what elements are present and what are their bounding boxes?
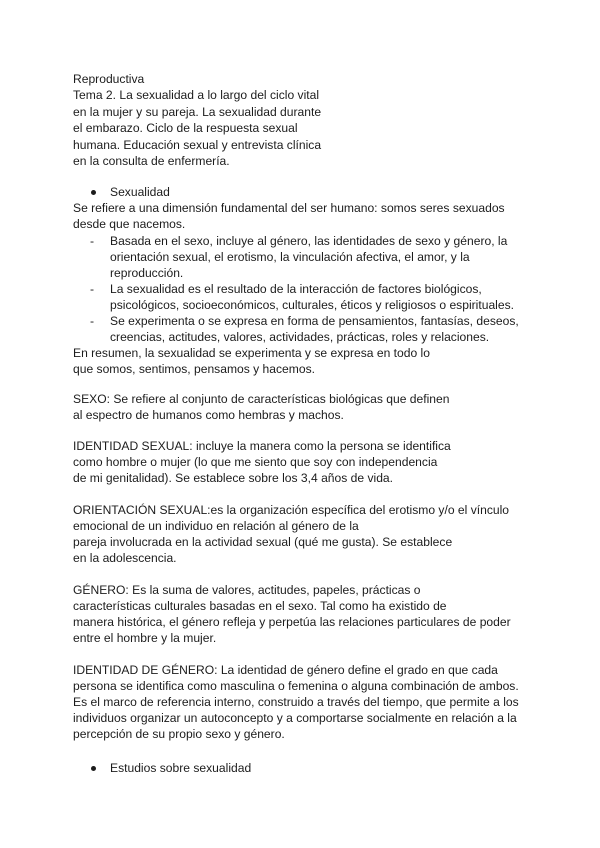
dash-marker: - (90, 314, 95, 328)
dash-item-line: psicológicos, socioeconómicos, culturales, éticos y religiosos o espirituales. (110, 298, 514, 312)
paragraph-line: SEXO: Se refiere al conjunto de características biológicas que definen (73, 392, 450, 406)
header-line: el embarazo. Ciclo de la respuesta sexual (73, 121, 298, 135)
summary-line: que somos, sentimos, pensamos y hacemos. (73, 362, 315, 376)
dash-item-line: reproducción. (110, 266, 184, 280)
dash-marker: - (90, 282, 95, 296)
header-line: Tema 2. La sexualidad a lo largo del ciclo vital (73, 88, 320, 102)
dash-marker: - (90, 234, 95, 248)
bullet-icon (91, 190, 96, 195)
bullet-label: Sexualidad (110, 185, 170, 199)
header-line: en la mujer y su pareja. La sexualidad durante (73, 105, 322, 119)
dash-item-line: La sexualidad es el resultado de la interacción de factores biológicos, (110, 282, 482, 296)
header-line: humana. Educación sexual y entrevista clínica (73, 138, 322, 152)
paragraph-line: emocional de un individuo en relación al género de la (73, 519, 359, 533)
paragraph-line: características culturales basadas en el sexo. Tal como ha existido de (73, 599, 447, 613)
paragraph-line: ORIENTACIÓN SEXUAL:es la organización específica del erotismo y/o el vínculo (73, 503, 510, 517)
paragraph-line: Es el marco de referencia interno, construido a través del tiempo, que permite a los (73, 695, 519, 709)
paragraph-line: GÉNERO: Es la suma de valores, actitudes, papeles, prácticas o (73, 583, 421, 597)
header-line: Reproductiva (73, 72, 145, 86)
header-line: en la consulta de enfermería. (73, 154, 230, 168)
paragraph-line: de mi genitalidad). Se establece sobre los 3,4 años de vida. (73, 471, 394, 485)
dash-item-line: orientación sexual, el erotismo, la vinculación afectiva, el amor, y la (110, 250, 470, 264)
paragraph-line: percepción de su propio sexo y género. (73, 727, 285, 741)
paragraph-line: pareja involucrada en la actividad sexual (qué me gusta). Se establece (73, 535, 453, 549)
intro-line: Se refiere a una dimensión fundamental del ser humano: somos seres sexuados (73, 201, 505, 215)
paragraph-line: manera histórica, el género refleja y perpetúa las relaciones particulares de poder (73, 615, 511, 629)
paragraph-line: IDENTIDAD DE GÉNERO: La identidad de género define el grado en que cada (73, 663, 498, 677)
summary-line: En resumen, la sexualidad se experimenta y se expresa en todo lo (73, 346, 430, 360)
bullet-icon (91, 766, 96, 771)
intro-line: desde que nacemos. (73, 217, 186, 231)
paragraph-line: individuos organizar un autoconcepto y a comportarse socialmente en relación a la (73, 711, 517, 725)
paragraph-line: entre el hombre y la mujer. (73, 631, 217, 645)
bullet-label: Estudios sobre sexualidad (110, 761, 252, 775)
paragraph-line: al espectro de humanos como hembras y machos. (73, 408, 344, 422)
dash-item-line: creencias, actitudes, valores, actividades, prácticas, roles y relaciones. (110, 330, 490, 344)
dash-item-line: Se experimenta o se expresa en forma de pensamientos, fantasías, deseos, (110, 314, 519, 328)
dash-item-line: Basada en el sexo, incluye al género, las identidades de sexo y género, la (110, 234, 508, 248)
paragraph-line: en la adolescencia. (73, 551, 177, 565)
paragraph-line: persona se identifica como masculina o femenina o alguna combinación de ambos. (73, 679, 519, 693)
paragraph-line: como hombre o mujer (lo que me siento que soy con independencia (73, 455, 438, 469)
paragraph-line: IDENTIDAD SEXUAL: incluye la manera como la persona se identifica (73, 439, 451, 453)
